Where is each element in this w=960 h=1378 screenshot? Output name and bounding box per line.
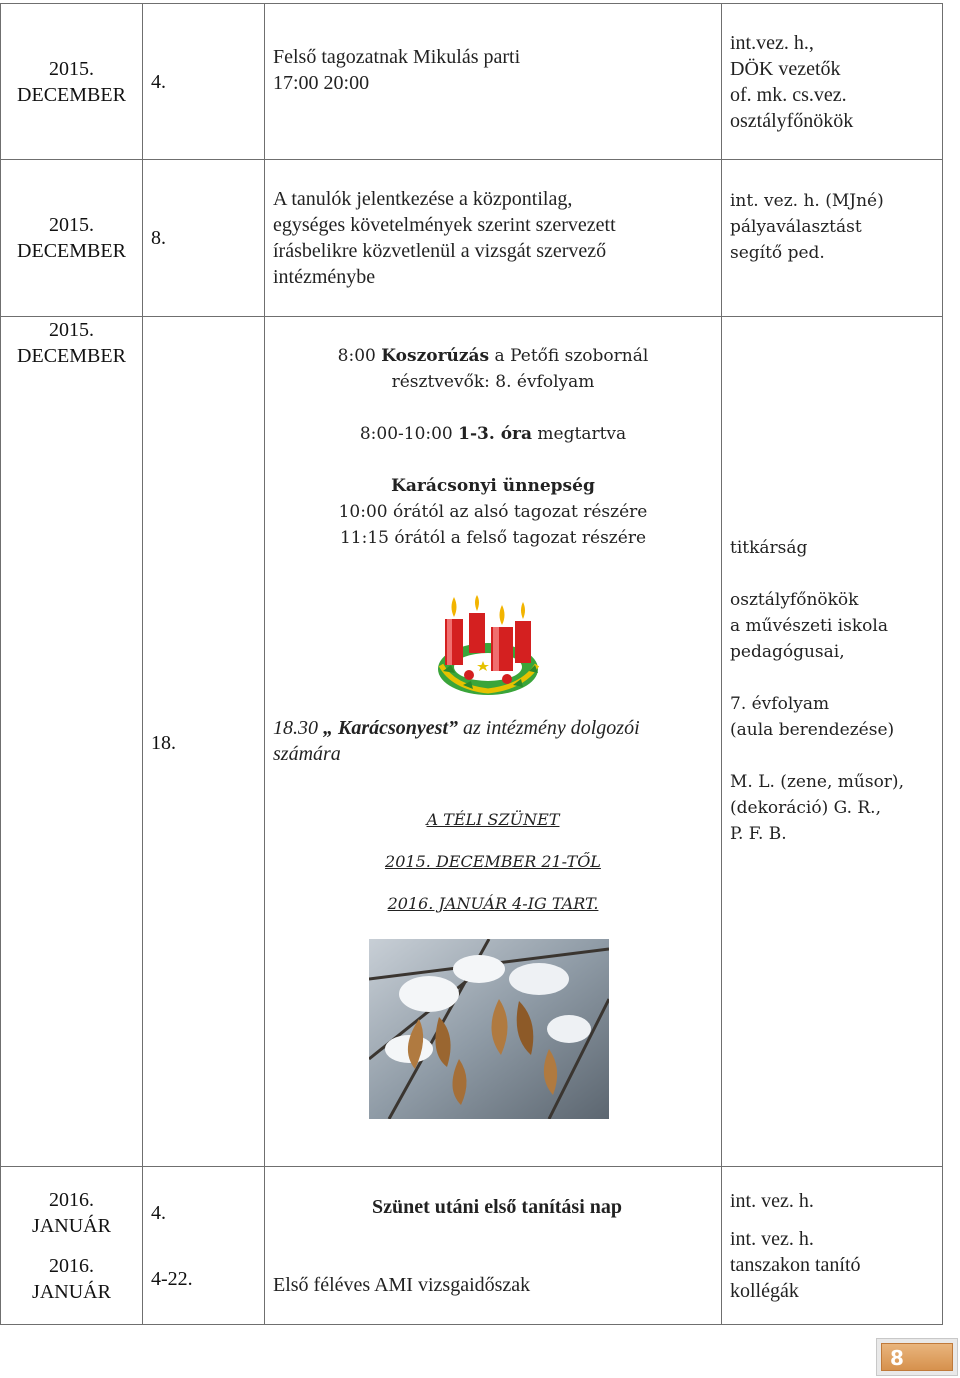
responsible-line: segítő ped. [730,243,825,263]
responsible-line: of. mk. cs.vez. [730,83,847,106]
staff-event-title: „ Karácsonyest” [318,717,463,739]
snowy-branches-photo [369,939,609,1119]
responsible-secretariat: titkárság [730,538,808,558]
date-cell [1,1167,143,1325]
responsible-line: pályaválasztást [730,217,862,237]
event-cell [265,1167,722,1325]
staff-description: az intézmény dolgozói [463,717,640,739]
holiday-to: 2016. JANUÁR 4-IG TART. [387,894,599,913]
wreath-place: a Petőfi szobornál [489,346,649,366]
celebration-title: Karácsonyi ünnepség [391,476,595,496]
staff-description-2: számára [273,743,341,765]
responsible-cell [722,1167,943,1325]
day-cell [143,317,265,1167]
date-year: 2016. [49,1188,94,1211]
responsible-line: osztályfőnökök [730,109,854,132]
responsible-cell [722,317,943,1167]
lesson-info [265,421,721,447]
table-row [1,317,943,1167]
date-month: JANUÁR [32,1280,111,1303]
day-cell: 8. [143,160,265,317]
date-month: DECEMBER [17,345,126,367]
responsible-line: pedagógusai, [730,642,845,662]
date-year: 2015. [49,57,94,80]
event-cell [265,160,722,317]
lesson-time: 8:00-10:00 [359,424,459,444]
responsible-cell [722,4,943,160]
christmas-celebration [265,473,721,551]
event-line: írásbelikre közvetlenül a vizsgát szervező [273,240,607,262]
wreath-laying [265,343,721,395]
day-number: 4-22. [151,1267,193,1290]
responsible-cell [722,160,943,317]
page-number-fill [881,1343,953,1371]
responsible-line: int. vez. h. (MJné) [730,191,884,211]
responsible-line: int. vez. h. [730,1227,814,1250]
wreath-time: 8:00 [337,346,382,366]
responsible-line: kollégák [730,1279,799,1302]
responsible-line: a művészeti iskola [730,616,888,636]
page-number-badge [876,1338,958,1376]
responsible-line: DÖK vezetők [730,57,841,80]
day-cell: 4. [143,4,265,160]
event-line: egységes követelmények szerint szervezett [273,214,616,236]
wreath-participants: résztvevők: 8. évfolyam [391,372,595,392]
table-row [1,1167,943,1325]
celebration-lower: 10:00 órától az alsó tagozat részére [338,502,648,522]
date-month: JANUÁR [32,1214,111,1237]
staff-time: 18.30 [273,717,318,739]
date-month: DECEMBER [17,83,126,106]
day-number: 18. [151,732,176,754]
event-line: A tanulók jelentkezése a központilag, [273,188,573,210]
date-cell [1,317,143,1167]
responsible-line: tanszakon tanító [730,1253,861,1276]
staff-christmas [265,715,721,767]
responsible-line: int. vez. h. [730,1189,814,1212]
lesson-count: 1-3. óra [458,424,533,444]
date-cell [1,4,143,160]
responsible-line: (dekoráció) G. R., [730,798,881,818]
event-calendar-table [0,3,943,1325]
wreath-line [265,343,721,369]
event-line: Szünet utáni első tanítási nap [371,1195,623,1218]
table-row [1,160,943,317]
day-cell [143,1167,265,1325]
holiday-title: A TÉLI SZÜNET [426,810,560,829]
event-line: Első féléves AMI vizsgaidőszak [273,1273,531,1296]
winter-holiday [265,807,721,917]
responsible-line: osztályfőnökök [730,590,859,610]
celebration-upper: 11:15 órától a felső tagozat részére [339,528,647,548]
event-cell [265,317,722,1167]
event-line: 17:00 20:00 [273,72,370,94]
date-year: 2016. [49,1254,94,1277]
event-cell [265,4,722,160]
responsible-line: 7. évfolyam [730,694,830,714]
responsible-line: int.vez. h., [730,31,814,54]
date-year: 2015. [49,319,94,341]
event-line: Felső tagozatnak Mikulás parti [273,46,521,68]
lesson-note: megtartva [532,424,627,444]
responsible-line: P. F. B. [730,824,787,844]
responsible-line: (aula berendezése) [730,720,895,740]
date-year: 2015. [49,214,94,236]
holiday-from: 2015. DECEMBER 21-TŐL [385,852,601,871]
date-month: DECEMBER [17,240,126,262]
wreath-title: Koszorúzás [381,346,490,366]
day-number: 4. [151,1201,166,1224]
responsible-line: M. L. (zene, műsor), [730,772,904,792]
page-number: 8 [890,1346,904,1370]
table-row [1,4,943,160]
event-line: intézménybe [273,266,376,288]
date-cell [1,160,143,317]
advent-wreath-image [433,591,543,703]
